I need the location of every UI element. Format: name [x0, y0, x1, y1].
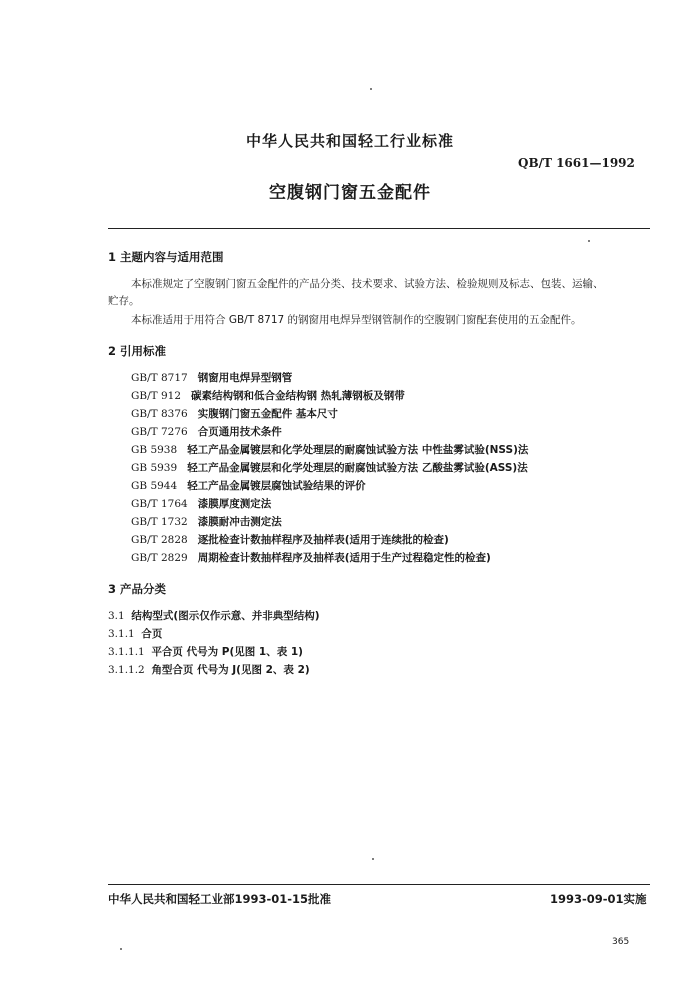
- reference-item: [131, 514, 282, 529]
- subsection-text: 平合页 代号为 P(见图 1、表 1): [151, 646, 303, 658]
- reference-item: [131, 370, 292, 385]
- subsection-number: 3.1.1.2: [108, 664, 145, 676]
- reference-title: 周期检查计数抽样程序及抽样表(适用于生产过程稳定性的检查): [197, 552, 491, 564]
- section-1-heading: 1 主题内容与适用范围: [108, 250, 224, 264]
- reference-item: [131, 460, 528, 475]
- reference-code: GB 5944: [131, 480, 178, 492]
- section-1-paragraph-1-line-2: 贮存。: [108, 295, 140, 307]
- reference-item: [131, 496, 271, 511]
- scan-speck: [588, 240, 590, 242]
- reference-item: [131, 532, 449, 547]
- reference-code: GB/T 912: [131, 390, 182, 402]
- page-number: 365: [612, 937, 630, 947]
- reference-title: 逐批检查计数抽样程序及抽样表(适用于连续批的检查): [197, 534, 449, 546]
- subsection-item: [108, 608, 320, 623]
- footer-rule: [108, 884, 650, 885]
- subsection-number: 3.1: [108, 610, 125, 622]
- section-2-heading: 2 引用标准: [108, 344, 167, 358]
- subsection-item: [108, 662, 310, 677]
- header-rule: [108, 228, 650, 229]
- reference-title: 钢窗用电焊异型钢管: [197, 372, 293, 384]
- reference-title: 轻工产品金属镀层和化学处理层的耐腐蚀试验方法 乙酸盐雾试验(ASS)法: [187, 462, 528, 474]
- reference-code: GB/T 7276: [131, 426, 188, 438]
- reference-code: GB/T 1764: [131, 498, 188, 510]
- scan-speck: [120, 948, 122, 950]
- reference-code: GB/T 8376: [131, 408, 188, 420]
- reference-code: GB/T 8717: [131, 372, 188, 384]
- reference-code: GB 5938: [131, 444, 178, 456]
- reference-item: [131, 478, 366, 493]
- reference-title: 轻工产品金属镀层和化学处理层的耐腐蚀试验方法 中性盐雾试验(NSS)法: [187, 444, 529, 456]
- reference-title: 漆膜耐冲击测定法: [197, 516, 282, 528]
- approval-statement: 中华人民共和国轻工业部1993-01-15批准: [108, 892, 332, 906]
- reference-title: 漆膜厚度测定法: [197, 498, 272, 510]
- subsection-text: 结构型式(图示仅作示意、并非典型结构): [131, 610, 320, 622]
- reference-code: GB 5939: [131, 462, 178, 474]
- reference-code: GB/T 2829: [131, 552, 188, 564]
- section-1-paragraph-2: 本标准适用于用符合 GB/T 8717 的钢窗用电焊异型钢管制作的空腹钢门窗配套使用的五金配件。: [131, 314, 582, 326]
- reference-item: [131, 442, 528, 457]
- reference-item: [131, 424, 282, 439]
- subsection-text: 角型合页 代号为 J(见图 2、表 2): [151, 664, 310, 676]
- reference-title: 合页通用技术条件: [197, 426, 282, 438]
- reference-code: GB/T 2828: [131, 534, 188, 546]
- scan-speck: [370, 88, 372, 90]
- reference-item: [131, 388, 405, 403]
- subsection-item: [108, 626, 162, 641]
- subsection-number: 3.1.1: [108, 628, 135, 640]
- subsection-number: 3.1.1.1: [108, 646, 145, 658]
- reference-code: GB/T 1732: [131, 516, 188, 528]
- reference-item: [131, 550, 491, 565]
- reference-title: 碳素结构钢和低合金结构钢 热轧薄钢板及钢带: [191, 390, 405, 402]
- section-3-heading: 3 产品分类: [108, 582, 167, 596]
- scan-speck: [372, 858, 374, 860]
- document-title: 空腹钢门窗五金配件: [269, 183, 431, 203]
- reference-title: 实腹钢门窗五金配件 基本尺寸: [197, 408, 338, 420]
- standard-category-title: 中华人民共和国轻工行业标准: [245, 132, 454, 150]
- reference-item: [131, 406, 338, 421]
- subsection-text: 合页: [141, 628, 163, 640]
- section-1-paragraph-1-line-1: 本标准规定了空腹钢门窗五金配件的产品分类、技术要求、试验方法、检验规则及标志、包装、运输、: [131, 278, 604, 290]
- effective-date: 1993-09-01实施: [550, 892, 647, 906]
- reference-title: 轻工产品金属镀层腐蚀试验结果的评价: [187, 480, 366, 492]
- subsection-item: [108, 644, 303, 659]
- standard-code: QB/T 1661—1992: [518, 156, 635, 170]
